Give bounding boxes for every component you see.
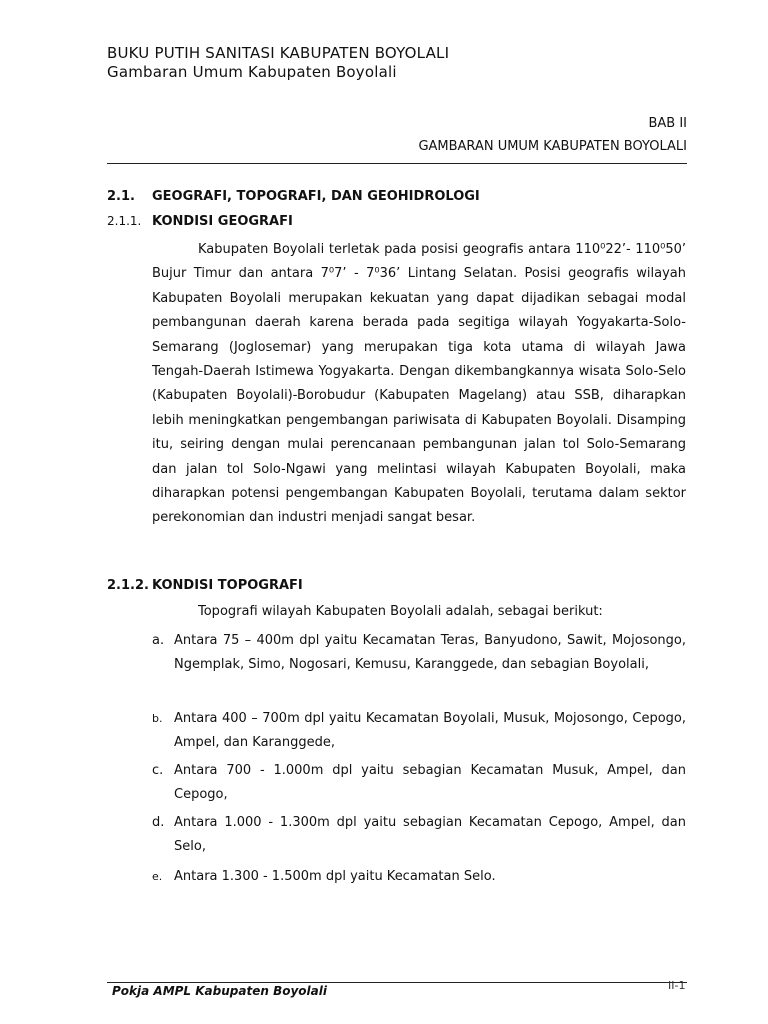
footer-divider	[107, 982, 687, 983]
list-item-text: Antara 400 – 700m dpl yaitu Kecamatan Boyolali, Musuk, Mojosongo, Cepogo, Ampel, dan Karanggede,	[174, 711, 686, 751]
list-marker: d.	[152, 815, 165, 830]
list-item	[152, 707, 686, 756]
topografi-lead: Topografi wilayah Kabupaten Boyolali adalah, sebagai berikut:	[198, 604, 603, 619]
section-2-1-1-title: KONDISI GEOGRAFI	[152, 214, 293, 229]
section-2-1-2-title: KONDISI TOPOGRAFI	[152, 578, 303, 593]
list-item	[152, 759, 686, 808]
list-marker: b.	[152, 712, 163, 725]
section-2-1-1-number: 2.1.1.	[107, 214, 142, 228]
chapter-title: GAMBARAN UMUM KABUPATEN BOYOLALI	[418, 139, 687, 154]
geografi-paragraph-text: Kabupaten Boyolali terletak pada posisi geografis antara 110⁰22’- 110⁰50’ Bujur Timur dan antara 7⁰7’ - 7⁰36’ Lintang Selatan. Posisi geografis wilayah Kabupaten Boyolali merupakan kekuatan yang dapat dijadikan sebagai modal pembangunan daerah karena berada pada segitiga wilayah Yogyakarta-Solo-Semarang (Joglosemar) yang merupakan tiga kota utama di wilayah Jawa Tengah-Daerah Istimewa Yogyakarta. Dengan dikembangkannya wisata Solo-Selo (Kabupaten Boyolali)-Borobudur (Kabupaten Magelang) atau SSB, diharapkan lebih meningkatkan pengembangan pariwisata di Kabupaten Boyolali. Disamping itu, seiring dengan mulai perencanaan pembangunan jalan tol Solo-Semarang dan jalan tol Solo-Ngawi yang melintasi wilayah Kabupaten Boyolali, maka diharapkan potensi pengembangan Kabupaten Boyolali, terutama dalam sektor perekonomian dan industri menjadi sangat besar.	[152, 242, 686, 526]
header-title: BUKU PUTIH SANITASI KABUPATEN BOYOLALI	[107, 44, 450, 62]
section-2-1-2-number: 2.1.2.	[107, 578, 149, 593]
chapter-label: BAB II	[648, 116, 687, 131]
list-marker: e.	[152, 870, 163, 883]
list-item-text: Antara 1.000 - 1.300m dpl yaitu sebagian Kecamatan Cepogo, Ampel, dan Selo,	[174, 815, 686, 855]
list-item	[152, 811, 686, 860]
section-2-1-number: 2.1.	[107, 189, 135, 204]
list-item-text: Antara 700 - 1.000m dpl yaitu sebagian Kecamatan Musuk, Ampel, dan Cepogo,	[174, 763, 686, 803]
page-number: II-1	[668, 979, 686, 992]
section-2-1-title: GEOGRAFI, TOPOGRAFI, DAN GEOHIDROLOGI	[152, 189, 480, 204]
footer-organization: Pokja AMPL Kabupaten Boyolali	[112, 984, 327, 998]
list-marker: c.	[152, 763, 164, 778]
list-item	[152, 865, 686, 889]
header-divider	[107, 163, 687, 164]
header-subtitle: Gambaran Umum Kabupaten Boyolali	[107, 63, 397, 81]
geografi-paragraph	[152, 238, 686, 531]
list-item-text: Antara 1.300 - 1.500m dpl yaitu Kecamatan Selo.	[174, 869, 496, 884]
list-item-text: Antara 75 – 400m dpl yaitu Kecamatan Teras, Banyudono, Sawit, Mojosongo, Ngemplak, Simo, Nogosari, Kemusu, Karanggede, dan sebagian Boyolali,	[174, 633, 686, 673]
list-marker: a.	[152, 633, 165, 648]
list-item	[152, 629, 686, 678]
